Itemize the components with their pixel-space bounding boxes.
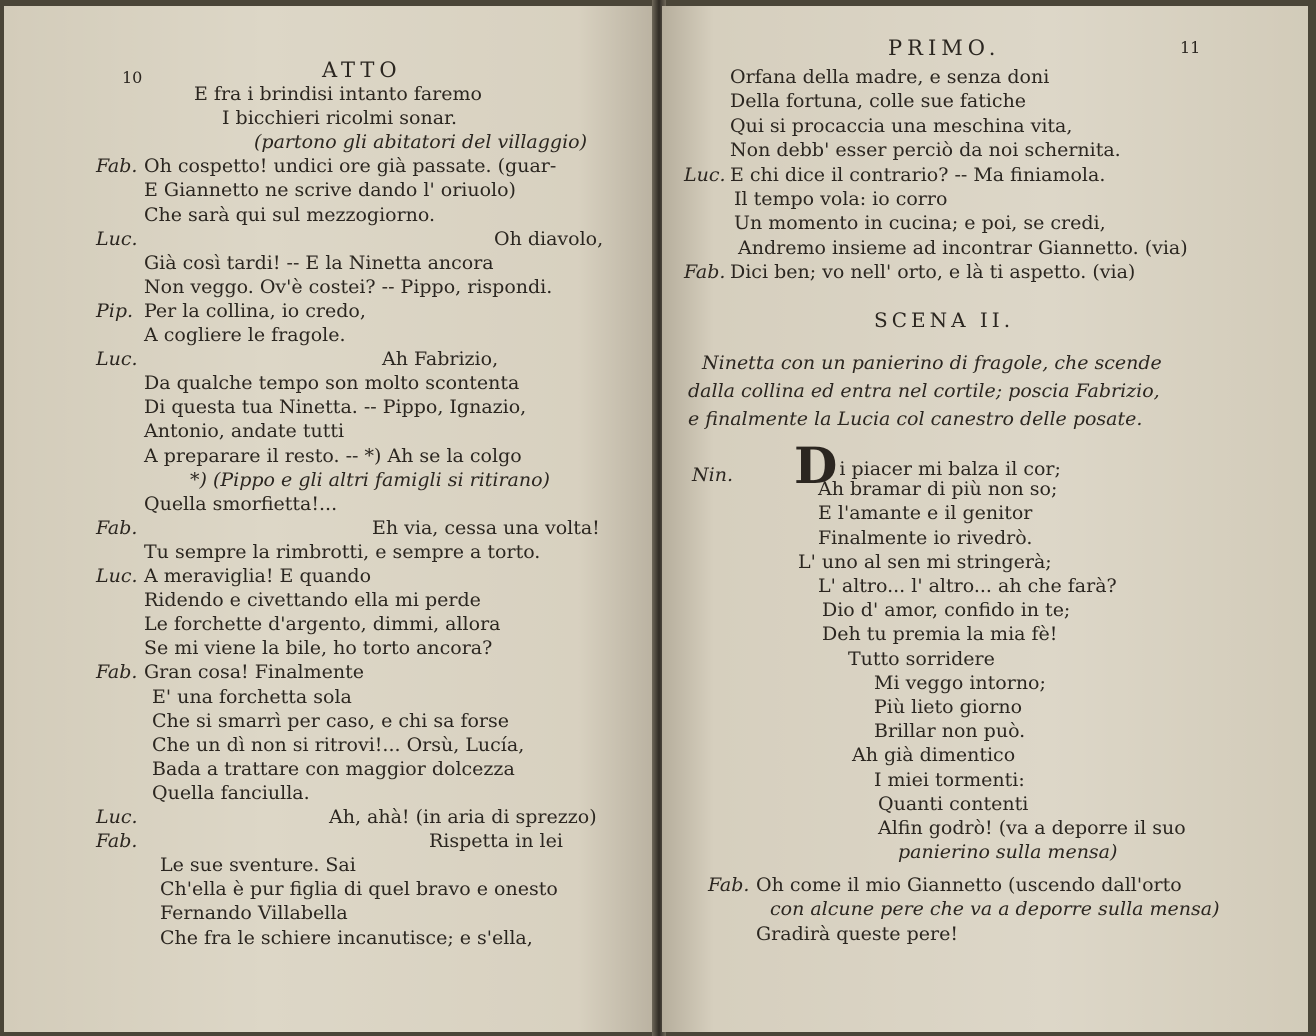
speaker-label: Luc. xyxy=(684,163,726,186)
verse-line: Che un dì non si ritrovi!... Orsù, Lucía, xyxy=(152,733,525,756)
verse-line: Oh cospetto! undici ore già passate. (guar- xyxy=(144,155,557,178)
speaker-label: Fab. xyxy=(708,874,750,896)
verse-line: (partono gli abitatori del villaggio) xyxy=(254,131,588,154)
verse-line: A cogliere le fragole. xyxy=(144,324,346,346)
verse-line: Ch'ella è pur figlia di quel bravo e onesto xyxy=(160,878,558,901)
verse-line: A preparare il resto. -- *) Ah se la colgo xyxy=(144,444,522,467)
verse-line: Che sarà qui sul mezzogiorno. xyxy=(144,203,436,226)
scene-title: SCENA II. xyxy=(874,308,1015,332)
verse-line: Gradirà queste pere! xyxy=(756,922,958,945)
verse-line: Eh via, cessa una volta! xyxy=(372,516,600,539)
aria-line: panierino sulla mensa) xyxy=(898,841,1118,864)
verse-line: Rispetta in lei xyxy=(429,830,563,853)
verse-line: *) (Pippo e gli altri famigli si ritirano) xyxy=(190,468,550,491)
verse-line: Da qualche tempo son molto scontenta xyxy=(144,372,520,395)
verse-line: Le forchette d'argento, dimmi, allora xyxy=(144,613,501,636)
drop-cap: D xyxy=(794,436,838,495)
verse-line: Qui si procaccia una meschina vita, xyxy=(730,114,1073,137)
verse-line: Di questa tua Ninetta. -- Pippo, Ignazio, xyxy=(144,396,527,419)
verse-line: Per la collina, io credo, xyxy=(144,299,366,322)
speaker-label: Fab. xyxy=(96,516,138,539)
aria-line: Di piacer mi balza il cor; xyxy=(794,436,1061,495)
verse-line: Già così tardi! -- E la Ninetta ancora xyxy=(144,251,494,274)
aria-line: Mi veggo intorno; xyxy=(874,671,1046,694)
verse-line: Quella smorfietta!... xyxy=(144,492,338,515)
stage-direction-line: e finalmente la Lucia col canestro delle posate. xyxy=(688,408,1143,430)
verse-line: Ah Fabrizio, xyxy=(382,348,499,371)
aria-line: E l'amante e il genitor xyxy=(818,502,1033,525)
verse-line: Dici ben; vo nell' orto, e là ti aspetto. (via) xyxy=(730,261,1136,284)
verse-line: Fernando Villabella xyxy=(160,902,348,925)
right-page xyxy=(662,6,1308,1032)
aria-line: Deh tu premia la mia fè! xyxy=(822,623,1058,646)
verse-line: Orfana della madre, e senza doni xyxy=(730,66,1050,88)
verse-line: Se mi viene la bile, ho torto ancora? xyxy=(144,637,493,660)
stage-direction-line: Ninetta con un panierino di fragole, che scende xyxy=(702,352,1162,374)
verse-line: Le sue sventure. Sai xyxy=(160,854,356,877)
aria-line: Quanti contenti xyxy=(878,792,1029,815)
verse-line: Che fra le schiere incanutisce; e s'ella, xyxy=(160,926,533,949)
verse-line: Bada a trattare con maggior dolcezza xyxy=(152,757,515,780)
verse-line: E fra i brindisi intanto faremo xyxy=(194,83,482,105)
speaker-label: Fab. xyxy=(684,261,726,284)
verse-line: Non debb' esser perciò da noi schernita. xyxy=(730,139,1121,162)
verse-line: Della fortuna, colle sue fatiche xyxy=(730,90,1027,113)
aria-line: Dio d' amor, confido in te; xyxy=(822,599,1071,622)
verse-line: Oh come il mio Giannetto (uscendo dall'orto xyxy=(756,874,1182,896)
speaker-label: Luc. xyxy=(96,565,138,587)
running-header-right: PRIMO. xyxy=(888,36,1001,60)
speaker-label: Fab. xyxy=(96,830,138,853)
verse-line: Il tempo vola: io corro xyxy=(734,188,948,210)
aria-line: Alfin godrò! (va a deporre il suo xyxy=(878,817,1186,839)
speaker-label: Pip. xyxy=(96,299,134,322)
speaker-label: Luc. xyxy=(96,348,138,371)
verse-line: E chi dice il contrario? -- Ma finiamola. xyxy=(730,163,1106,186)
verse-line: Andremo insieme ad incontrar Giannetto. (via) xyxy=(738,236,1188,259)
speaker-label: Fab. xyxy=(96,661,138,684)
aria-line: Brillar non può. xyxy=(874,720,1026,743)
verse-line: E' una forchetta sola xyxy=(152,685,352,708)
verse-line: Oh diavolo, xyxy=(494,227,604,250)
verse-line: Che si smarrì per caso, e chi sa forse xyxy=(152,709,510,732)
page-number-right: 11 xyxy=(1180,38,1201,57)
left-page xyxy=(4,6,656,1032)
aria-line: L' altro... l' altro... ah che farà? xyxy=(818,575,1117,597)
speaker-label: Luc. xyxy=(96,227,138,250)
verse-line: Ah, ahà! (in aria di sprezzo) xyxy=(329,806,597,828)
aria-line: Ah già dimentico xyxy=(852,744,1016,767)
verse-line: Non veggo. Ov'è costei? -- Pippo, rispondi. xyxy=(144,275,553,298)
verse-line: I bicchieri ricolmi sonar. xyxy=(222,107,458,130)
speaker-label: Fab. xyxy=(96,155,138,178)
stage-direction-line: dalla collina ed entra nel cortile; poscia Fabrizio, xyxy=(688,380,1160,402)
aria-line: Più lieto giorno xyxy=(874,696,1023,718)
verse-line: Antonio, andate tutti xyxy=(144,420,345,443)
verse-line: Gran cosa! Finalmente xyxy=(144,661,364,684)
aria-line: Tutto sorridere xyxy=(848,647,995,670)
speaker-label: Nin. xyxy=(692,464,733,486)
aria-line: L' uno al sen mi stringerà; xyxy=(798,550,1052,573)
aria-line: I miei tormenti: xyxy=(874,768,1025,791)
verse-line: Tu sempre la rimbrotti, e sempre a torto. xyxy=(144,540,541,563)
running-header-left: ATTO xyxy=(322,58,402,82)
speaker-label: Luc. xyxy=(96,806,138,828)
verse-line: con alcune pere che va a deporre sulla mensa) xyxy=(770,898,1220,921)
aria-line: Finalmente io rivedrò. xyxy=(818,526,1033,549)
verse-line: E Giannetto ne scrive dando l' oriuolo) xyxy=(144,179,516,202)
verse-line: Ridendo e civettando ella mi perde xyxy=(144,589,481,612)
verse-line: Un momento in cucina; e poi, se credi, xyxy=(734,212,1106,235)
page-number-left: 10 xyxy=(122,68,143,87)
verse-line: A meraviglia! E quando xyxy=(144,565,372,587)
aria-line: Ah bramar di più non so; xyxy=(818,478,1058,501)
verse-line: Quella fanciulla. xyxy=(152,781,310,804)
